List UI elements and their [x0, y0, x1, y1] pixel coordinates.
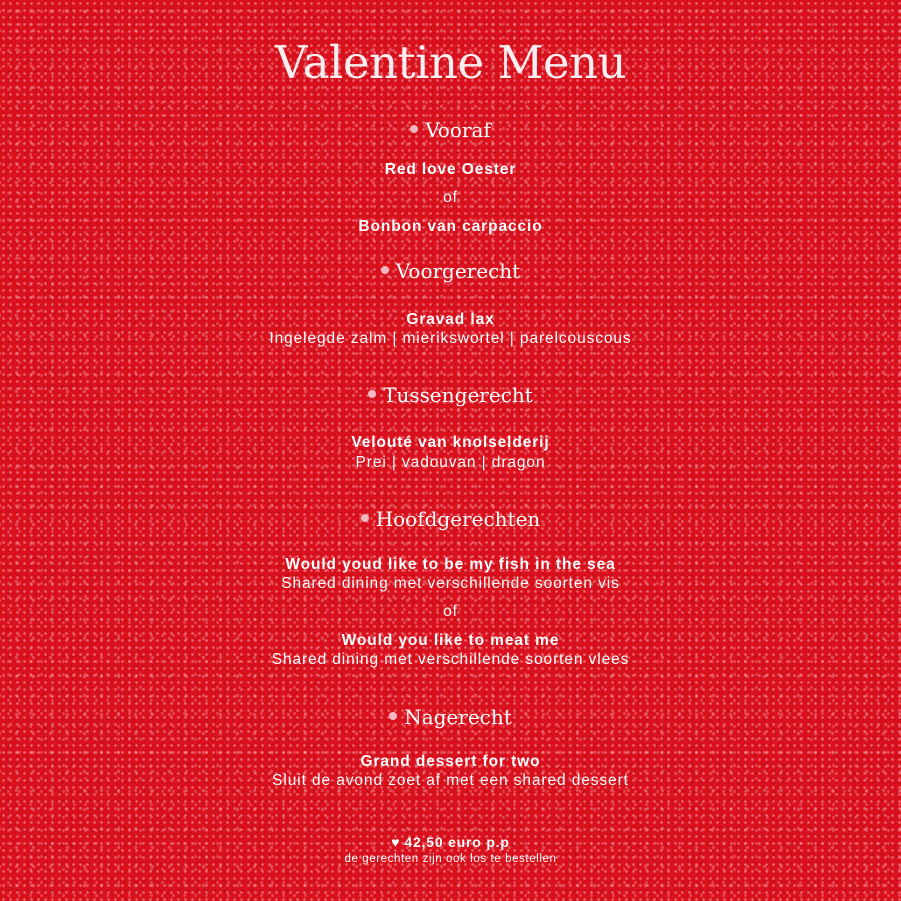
bullet-icon — [381, 266, 389, 274]
dish-gravad-lax: Gravad lax — [406, 311, 495, 328]
price-value: 42,50 euro p.p — [404, 834, 510, 850]
section-heading-tussengerecht — [0, 383, 901, 407]
dish-gravad-lax-desc: Ingelegde zalm | mierikswortel | parelcouscous — [269, 330, 632, 347]
dish-grand-dessert-desc: Sluit de avond zoet af met een shared dessert — [272, 772, 629, 789]
menu-title: Valentine Menu — [274, 36, 627, 89]
dish-meat-me: Would you like to meat me — [341, 632, 560, 649]
section-heading-hoofdgerechten-label: Hoofdgerechten — [375, 507, 541, 531]
section-heading-nagerecht-label: Nagerecht — [404, 705, 512, 729]
price-note: de gerechten zijn ook los te bestellen — [344, 853, 557, 865]
section-heading-hoofdgerechten — [0, 507, 901, 531]
section-heading-voorgerecht-label: Voorgerecht — [395, 259, 521, 283]
dish-fish-in-the-sea: Would youd like to be my fish in the sea — [285, 556, 616, 573]
dish-veloute-desc: Prei | vadouvan | dragon — [355, 454, 546, 471]
price-line — [0, 834, 901, 850]
dish-red-love-oester: Red love Oester — [384, 161, 517, 178]
dish-bonbon-carpaccio: Bonbon van carpaccio — [358, 218, 543, 235]
bullet-icon — [368, 390, 376, 398]
heart-icon: ♥ — [391, 834, 401, 850]
dish-grand-dessert: Grand dessert for two — [360, 753, 541, 770]
dish-fish-desc: Shared dining met verschillende soorten vis — [281, 575, 620, 592]
dish-veloute: Velouté van knolselderij — [351, 434, 550, 451]
bullet-icon — [410, 125, 418, 133]
dish-meat-desc: Shared dining met verschillende soorten vlees — [271, 651, 630, 668]
bullet-icon — [361, 514, 369, 522]
section-heading-vooraf — [0, 118, 901, 142]
separator-of: of — [443, 603, 458, 620]
separator-of: of — [443, 189, 458, 206]
section-heading-nagerecht — [0, 705, 901, 729]
section-heading-voorgerecht — [0, 259, 901, 283]
section-heading-vooraf-label: Vooraf — [425, 118, 491, 142]
section-heading-tussengerecht-label: Tussengerecht — [383, 383, 533, 407]
bullet-icon — [389, 712, 397, 720]
